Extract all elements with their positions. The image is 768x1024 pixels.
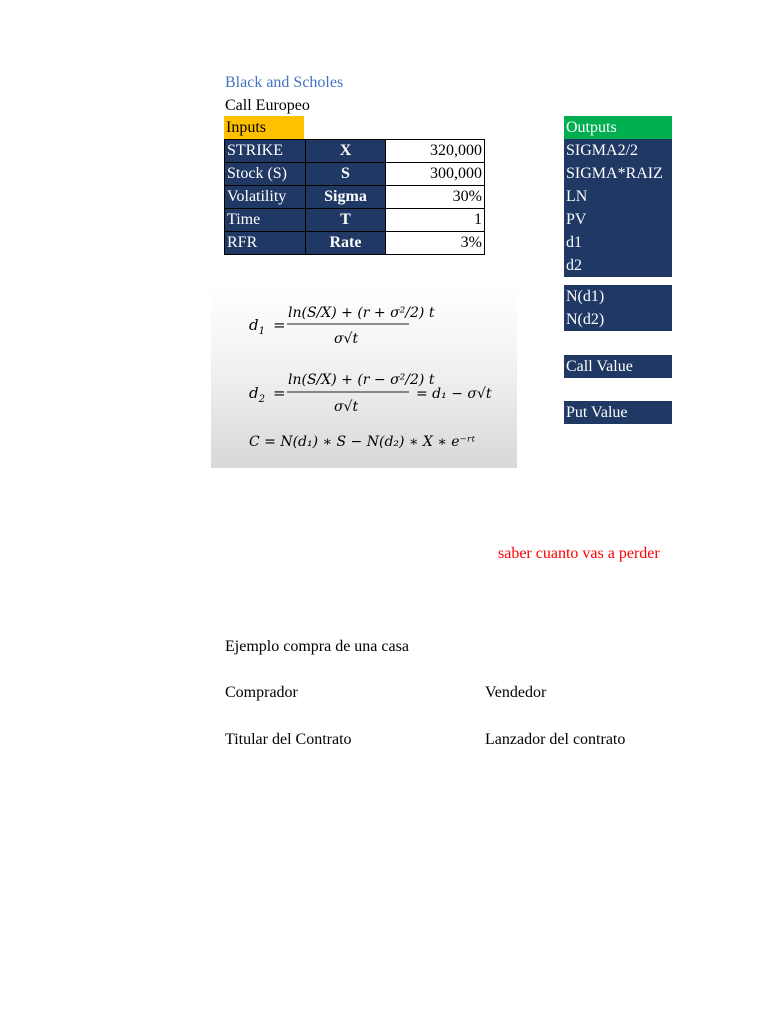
- writer-label[interactable]: Lanzador del contrato: [485, 731, 626, 748]
- put-value-label: Put Value: [566, 404, 628, 421]
- outputs-n-list: [564, 285, 672, 331]
- table-row: [225, 186, 485, 209]
- outputs-list: [564, 139, 672, 277]
- svg-text:ln(S/X) + (r − σ²/2) t: ln(S/X) + (r − σ²/2) t: [288, 372, 435, 388]
- input-label[interactable]: STRIKE: [225, 140, 306, 163]
- output-label[interactable]: SIGMA*RAIZ: [566, 165, 663, 182]
- call-value-cell[interactable]: [564, 355, 672, 378]
- put-value-cell[interactable]: [564, 401, 672, 424]
- table-row: [225, 163, 485, 186]
- outputs-header[interactable]: Outputs: [564, 116, 672, 139]
- note-text[interactable]: saber cuanto vas a perder: [498, 545, 660, 562]
- output-label[interactable]: d1: [566, 234, 582, 251]
- output-label[interactable]: LN: [566, 188, 588, 205]
- d2-lhs: $d_2$: [249, 384, 265, 405]
- input-symbol[interactable]: Rate: [306, 232, 386, 255]
- svg-text:=: =: [273, 316, 286, 334]
- sheet-subtitle: Call Europeo: [225, 97, 310, 114]
- output-label[interactable]: SIGMA2/2: [566, 142, 639, 159]
- sheet-title: Black and Scholes: [225, 74, 344, 91]
- svg-text:=: =: [273, 384, 286, 402]
- d1-lhs: $d_1$: [249, 316, 265, 337]
- inputs-header[interactable]: Inputs: [224, 116, 304, 139]
- input-value-rate[interactable]: 3%: [386, 232, 485, 255]
- output-label[interactable]: d2: [566, 257, 582, 274]
- input-symbol[interactable]: T: [306, 209, 386, 232]
- svg-text:ln(S/X) + (r + σ²/2) t: ln(S/X) + (r + σ²/2) t: [288, 305, 435, 321]
- input-value-strike[interactable]: 320,000: [386, 140, 485, 163]
- output-label[interactable]: PV: [566, 211, 587, 228]
- input-label[interactable]: Stock (S): [225, 163, 306, 186]
- holder-label[interactable]: Titular del Contrato: [225, 731, 352, 748]
- input-symbol[interactable]: S: [306, 163, 386, 186]
- input-value-time[interactable]: 1: [386, 209, 485, 232]
- svg-text:σ√t: σ√t: [334, 331, 359, 347]
- seller-label[interactable]: Vendedor: [485, 684, 547, 701]
- input-value-volatility[interactable]: 30%: [386, 186, 485, 209]
- table-row: [225, 140, 485, 163]
- d2-tail: = d₁ − σ√t: [416, 386, 492, 402]
- svg-text:σ√t: σ√t: [334, 399, 359, 415]
- call-formula: C = N(d₁) ∗ S − N(d₂) ∗ X ∗ e⁻ʳᵗ: [249, 434, 476, 450]
- inputs-table: [224, 139, 485, 255]
- example-title[interactable]: Ejemplo compra de una casa: [225, 638, 409, 655]
- call-value-label: Call Value: [566, 358, 633, 375]
- table-row: [225, 232, 485, 255]
- input-label[interactable]: RFR: [225, 232, 306, 255]
- formula-image: [211, 286, 517, 468]
- input-value-stock[interactable]: 300,000: [386, 163, 485, 186]
- output-label[interactable]: N(d2): [566, 311, 605, 328]
- buyer-label[interactable]: Comprador: [225, 684, 298, 701]
- input-label[interactable]: Volatility: [225, 186, 306, 209]
- input-symbol[interactable]: X: [306, 140, 386, 163]
- table-row: [225, 209, 485, 232]
- input-label[interactable]: Time: [225, 209, 306, 232]
- input-symbol[interactable]: Sigma: [306, 186, 386, 209]
- output-label[interactable]: N(d1): [566, 288, 605, 305]
